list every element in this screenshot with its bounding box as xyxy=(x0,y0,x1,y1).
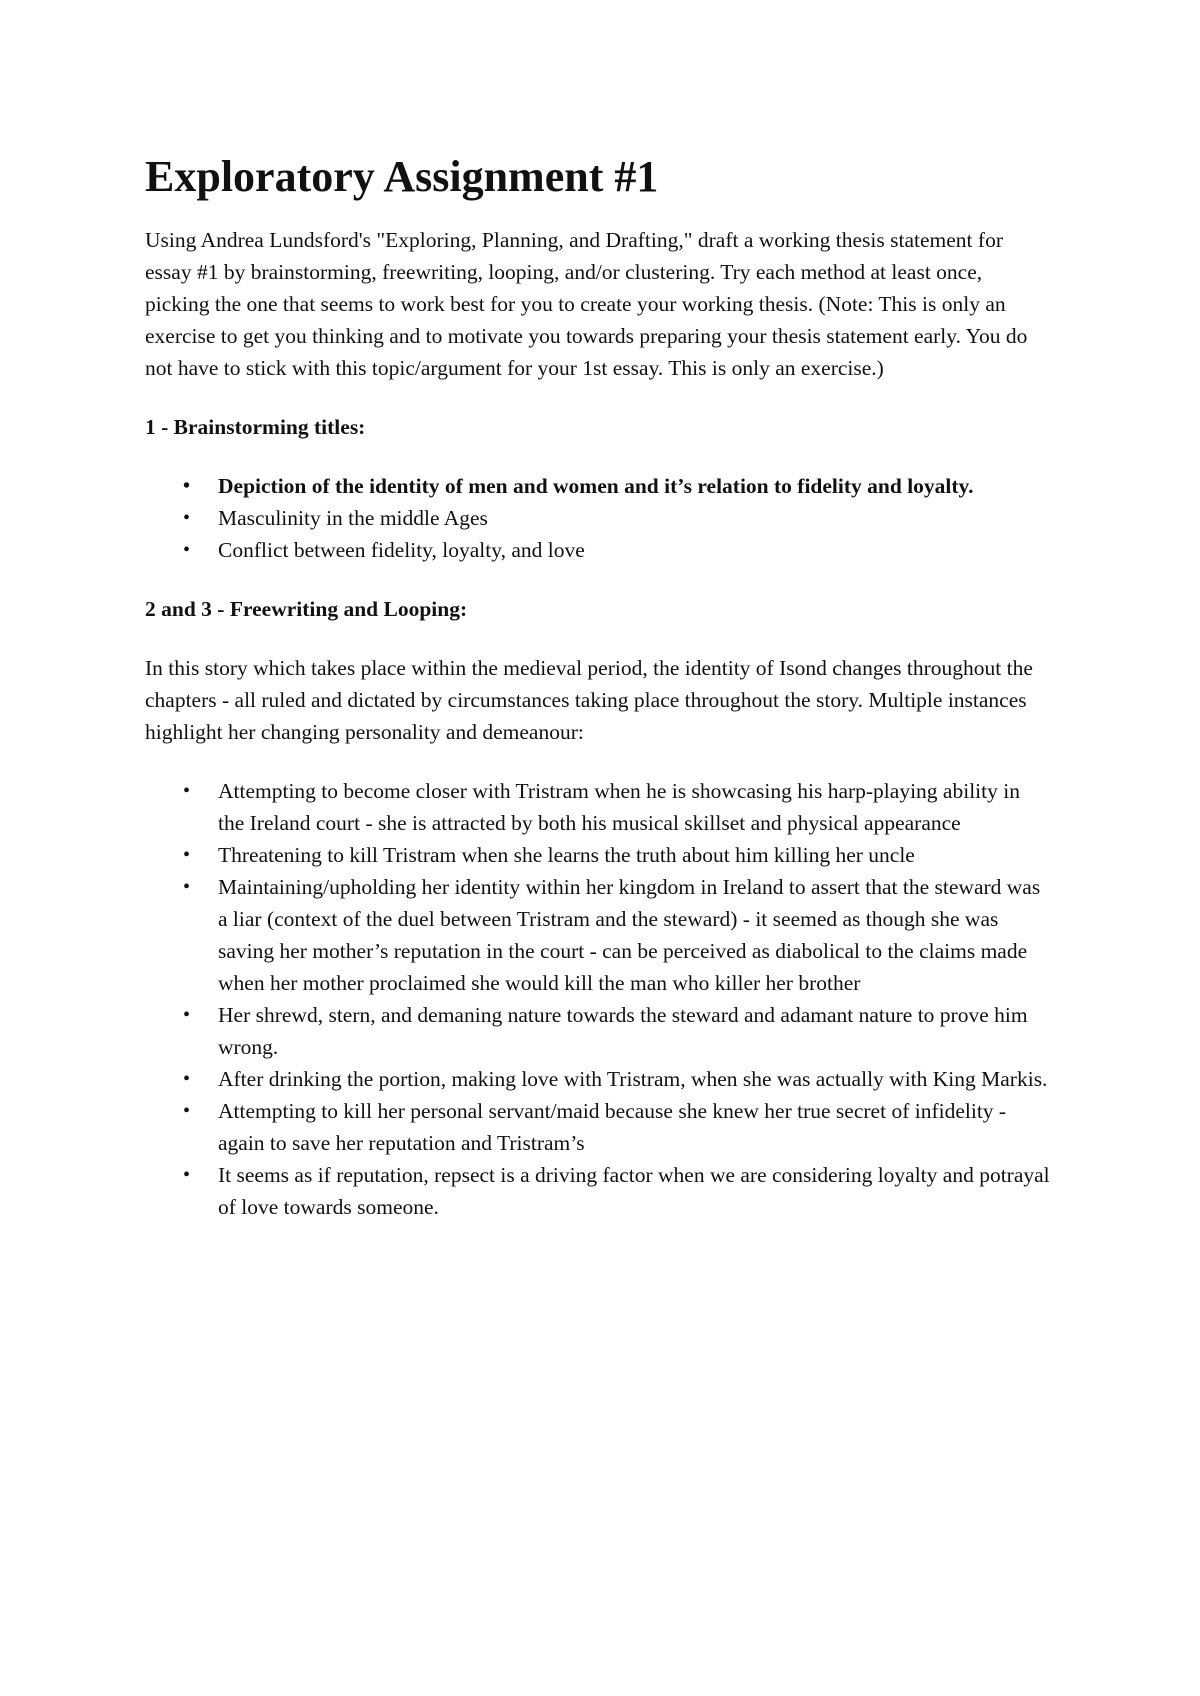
list-item: • Threatening to kill Tristram when she learns the truth about him killing her uncle xyxy=(145,839,1050,871)
list-item: • Conflict between fidelity, loyalty, and love xyxy=(145,534,1050,566)
freewriting-paragraph: In this story which takes place within the medieval period, the identity of Isond changes throughout the chapters - all ruled and dictated by circumstances taking place throughout the story. Multiple instances highlight her changing personality and demeanour: xyxy=(145,656,1033,744)
section-heading-brainstorming: 1 - Brainstorming titles: xyxy=(145,415,366,439)
list-item: • Maintaining/upholding her identity within her kingdom in Ireland to assert that the steward was a liar (context of the duel between Tristram and the steward) - it seemed as though she was saving her mother’s reputation in the court - can be perceived as diabolical to the claims made when her mother proclaimed she would kill the man who killer her brother xyxy=(145,871,1050,999)
list-item: • Her shrewd, stern, and demaning nature towards the steward and adamant nature to prove him wrong. xyxy=(145,999,1050,1063)
section-heading-freewriting: 2 and 3 - Freewriting and Looping: xyxy=(145,597,468,621)
document-title: Exploratory Assignment #1 xyxy=(145,152,659,201)
list-item: • Attempting to kill her personal servant/maid because she knew her true secret of infidelity - again to save her reputation and Tristram’s xyxy=(145,1095,1050,1159)
list-item: • Attempting to become closer with Tristram when he is showcasing his harp-playing ability in the Ireland court - she is attracted by both his musical skillset and physical appearance xyxy=(145,775,1050,839)
list-item: • Depiction of the identity of men and women and it’s relation to fidelity and loyalty. xyxy=(145,470,1050,502)
list-item: • After drinking the portion, making love with Tristram, when she was actually with King Markis. xyxy=(145,1063,1050,1095)
list-item: • It seems as if reputation, repsect is a driving factor when we are considering loyalty and potrayal of love towards someone. xyxy=(145,1159,1050,1223)
document-body xyxy=(145,150,1050,1223)
intro-paragraph: Using Andrea Lundsford's "Exploring, Planning, and Drafting," draft a working thesis statement for essay #1 by brainstorming, freewriting, looping, and/or clustering. Try each method at least once, picking the one that seems to work best for you to create your working thesis. (Note: This is only an exercise to get you thinking and to motivate you towards preparing your thesis statement early. You do not have to stick with this topic/argument for your 1st essay. This is only an exercise.) xyxy=(145,228,1028,380)
freewriting-list xyxy=(145,775,1050,1223)
list-item: • Masculinity in the middle Ages xyxy=(145,502,1050,534)
brainstorming-list xyxy=(145,470,1050,566)
